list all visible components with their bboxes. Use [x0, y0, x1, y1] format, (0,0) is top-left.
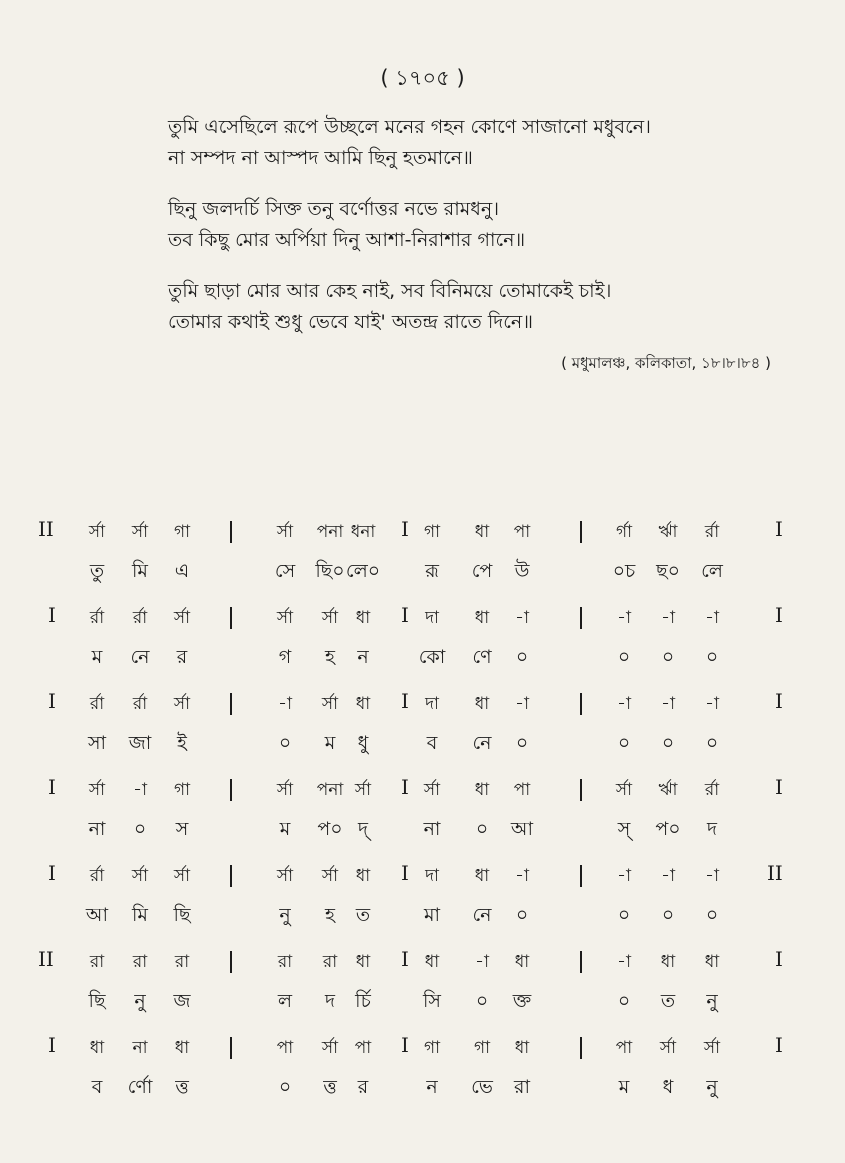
swara-note: র্সা [88, 780, 106, 800]
lyric-syllable: ০ [617, 646, 631, 668]
swara-note: ধা [474, 866, 490, 886]
lyric-syllable: লে০ [345, 560, 381, 582]
swara-note: রা [322, 952, 338, 972]
lyric-syllable: র [357, 1076, 369, 1098]
lyric-syllable: ত [355, 904, 371, 926]
lyric-line: তোমার কথাই শুধু ভেবে যাই' অতন্দ্র রাতে দিনে॥ [168, 311, 533, 333]
bar-marker: I [401, 517, 409, 541]
lyric-syllable: তু [89, 560, 105, 582]
bar-marker: II [767, 861, 783, 885]
lyric-syllable: জা [128, 732, 152, 754]
lyric-syllable: স্ [617, 818, 631, 840]
swara-note: র্সা [88, 522, 106, 542]
lyric-line: তুমি ছাড়া মোর আর কেহ নাই, সব বিনিময়ে তোমাকেই চাই। [168, 280, 612, 302]
division-line [580, 693, 582, 715]
lyric-syllable: ০ [617, 904, 631, 926]
lyric-syllable: ক্ত [512, 990, 532, 1012]
lyric-syllable: ০ [705, 732, 719, 754]
lyric-syllable: নু [706, 990, 718, 1012]
swara-note: র্সা [354, 780, 372, 800]
lyric-syllable: ভে [471, 1076, 493, 1098]
division-line [580, 1037, 582, 1059]
swara-note: দা [425, 694, 439, 714]
swara-line [0, 685, 845, 723]
swara-note: ধা [355, 952, 371, 972]
lyric-syllable: দ্ [358, 818, 368, 840]
swara-note: -া [705, 866, 719, 886]
swara-note: রা [174, 952, 190, 972]
lyric-syllable: রূ [425, 560, 439, 582]
lyric-syllable: নে [472, 904, 492, 926]
lyric-syllable: দ [707, 818, 717, 840]
swara-line [0, 943, 845, 981]
lyric-syllable: মা [423, 904, 441, 926]
bar-marker: I [775, 947, 783, 971]
swara-note: র্সা [131, 522, 149, 542]
page-number: ( ১৭০৫ ) [380, 66, 465, 90]
lyric-syllable: প০ [655, 818, 681, 840]
lyric-syllable: ব [91, 1076, 103, 1098]
swara-note: র্রা [704, 780, 720, 800]
lyric-syllable-line [0, 1067, 845, 1105]
lyric-syllable: মি [132, 904, 148, 926]
swara-note: র্সা [321, 608, 339, 628]
lyric-syllable: ০ [661, 904, 675, 926]
lyric-syllable: আ [510, 818, 534, 840]
lyric-syllable: ত্ত [175, 1076, 189, 1098]
division-line [230, 865, 232, 887]
lyric-syllable: হ [325, 646, 335, 668]
swara-note: রা [89, 952, 105, 972]
swara-note: ধা [355, 608, 371, 628]
swara-note: ধা [474, 694, 490, 714]
lyric-syllable: স [175, 818, 189, 840]
notation-row [0, 599, 845, 685]
lyric-syllable: ন [357, 646, 369, 668]
lyric-syllable-line [0, 551, 845, 589]
swara-note: পা [276, 1038, 294, 1058]
division-line [580, 521, 582, 543]
lyric-syllable-line [0, 723, 845, 761]
lyric-syllable: ০ [133, 818, 147, 840]
swara-note: ধনা [350, 522, 376, 542]
swara-note: র্রা [89, 866, 105, 886]
swara-note: -া [515, 866, 529, 886]
swara-note: র্সা [276, 522, 294, 542]
swara-note: র্সা [423, 780, 441, 800]
lyric-syllable: না [423, 818, 441, 840]
swara-note: র্গা [615, 522, 633, 542]
swara-note: -া [705, 608, 719, 628]
swara-note: ধা [514, 952, 530, 972]
swara-note: -া [475, 952, 489, 972]
swara-note: -া [617, 608, 631, 628]
bar-marker: I [775, 603, 783, 627]
swara-note: ধা [174, 1038, 190, 1058]
swara-note: গা [173, 780, 191, 800]
lyric-syllable: ০ [661, 732, 675, 754]
swara-note: র্সা [173, 694, 191, 714]
swara-note: ধা [89, 1038, 105, 1058]
stanza [168, 276, 788, 338]
swara-note: র্রা [89, 694, 105, 714]
division-line [580, 951, 582, 973]
lyric-line: না সম্পদ না আস্পদ আমি ছিনু হতমানে॥ [168, 147, 473, 169]
lyric-syllable: র্চি [355, 990, 371, 1012]
lyric-syllable: ছি [88, 990, 106, 1012]
swaralipi-notation [0, 513, 845, 1115]
division-line [230, 693, 232, 715]
swara-note: র্রা [704, 522, 720, 542]
song-lyrics [168, 112, 788, 358]
division-line [230, 951, 232, 973]
lyric-syllable: ০ [661, 646, 675, 668]
bar-marker: II [38, 517, 54, 541]
lyric-syllable: নু [279, 904, 291, 926]
swara-note: ধা [474, 522, 490, 542]
notation-row [0, 685, 845, 771]
bar-marker: I [775, 775, 783, 799]
swara-note: র্সা [276, 866, 294, 886]
division-line [230, 521, 232, 543]
lyric-syllable: ব [426, 732, 438, 754]
swara-note: ধা [660, 952, 676, 972]
lyric-syllable: নু [706, 1076, 718, 1098]
swara-note: -া [705, 694, 719, 714]
notation-row [0, 857, 845, 943]
bar-marker: I [775, 689, 783, 713]
division-line [230, 607, 232, 629]
bar-marker: I [775, 517, 783, 541]
swara-note: র্রা [132, 608, 148, 628]
lyric-syllable: ০ [475, 818, 489, 840]
swara-note: -া [617, 866, 631, 886]
lyric-syllable: ম [324, 732, 336, 754]
lyric-syllable: লে [701, 560, 723, 582]
lyric-syllable: ০ [705, 904, 719, 926]
lyric-line: তুমি এসেছিলে রূপে উচ্ছলে মনের গহন কোণে সাজানো মধুবনে। [168, 116, 651, 138]
bar-marker: I [401, 1033, 409, 1057]
swara-note: রা [277, 952, 293, 972]
swara-note: র্সা [321, 1038, 339, 1058]
notation-row [0, 943, 845, 1029]
swara-note: না [132, 1038, 148, 1058]
lyric-syllable: ধু [357, 732, 369, 754]
lyric-syllable: পে [471, 560, 493, 582]
division-line [580, 779, 582, 801]
source-note: ( মধুমালঞ্চ, কলিকাতা, ১৮।৮।৮৪ ) [561, 354, 771, 372]
bar-marker: I [48, 1033, 56, 1057]
swara-note: ধা [355, 694, 371, 714]
lyric-syllable: ০ [705, 646, 719, 668]
swara-note: -া [515, 694, 529, 714]
lyric-syllable: না [88, 818, 106, 840]
notation-row [0, 1029, 845, 1115]
lyric-syllable-line [0, 981, 845, 1019]
lyric-syllable-line [0, 809, 845, 847]
swara-note: দা [425, 866, 439, 886]
swara-note: গা [423, 1038, 441, 1058]
lyric-syllable: ম [618, 1076, 630, 1098]
lyric-syllable: এ [174, 560, 190, 582]
lyric-syllable: ন [426, 1076, 438, 1098]
swara-line [0, 599, 845, 637]
lyric-syllable: ল [277, 990, 293, 1012]
swara-note: পনা [316, 780, 344, 800]
stanza [168, 112, 788, 174]
swara-note: র্সা [276, 608, 294, 628]
division-line [580, 607, 582, 629]
swara-note: ধা [424, 952, 440, 972]
division-line [580, 865, 582, 887]
lyric-syllable: নে [130, 646, 150, 668]
lyric-syllable: ত [660, 990, 676, 1012]
swara-note: র্সা [276, 780, 294, 800]
swara-note: রা [132, 952, 148, 972]
swara-note: র্সা [703, 1038, 721, 1058]
lyric-syllable: কো [418, 646, 446, 668]
lyric-line: তব কিছু মোর অর্পিয়া দিনু আশা-নিরাশার গানে॥ [168, 229, 526, 251]
bar-marker: I [48, 689, 56, 713]
lyric-syllable: ০ [278, 1076, 292, 1098]
division-line [230, 1037, 232, 1059]
bar-marker: I [48, 603, 56, 627]
lyric-syllable: ০ [515, 646, 529, 668]
swara-note: ধা [474, 780, 490, 800]
swara-note: র্ঋা [658, 780, 678, 800]
notation-row [0, 513, 845, 599]
swara-note: র্ঋা [658, 522, 678, 542]
lyric-syllable: উ [514, 560, 530, 582]
swara-note: পা [513, 780, 531, 800]
lyric-syllable: ০চ [612, 560, 636, 582]
swara-note: র্রা [89, 608, 105, 628]
lyric-syllable: ণে [472, 646, 492, 668]
lyric-syllable: ই [177, 732, 187, 754]
swara-line [0, 857, 845, 895]
swara-note: র্সা [131, 866, 149, 886]
notation-row [0, 771, 845, 857]
lyric-syllable: ধ [662, 1076, 674, 1098]
swara-note: -া [133, 780, 147, 800]
lyric-syllable: ছি০ [315, 560, 345, 582]
lyric-syllable: আ [85, 904, 109, 926]
swara-note: র্সা [173, 608, 191, 628]
lyric-syllable: সে [274, 560, 296, 582]
bar-marker: I [401, 689, 409, 713]
swara-note: গা [473, 1038, 491, 1058]
lyric-syllable: সি [423, 990, 441, 1012]
bar-marker: I [401, 603, 409, 627]
bar-marker: I [48, 775, 56, 799]
bar-marker: II [38, 947, 54, 971]
swara-note: -া [617, 952, 631, 972]
swara-note: -া [661, 866, 675, 886]
lyric-syllable: ছি [173, 904, 191, 926]
swara-note: ধা [355, 866, 371, 886]
swara-note: পনা [316, 522, 344, 542]
lyric-syllable: ০ [278, 732, 292, 754]
lyric-syllable: প০ [317, 818, 343, 840]
swara-note: দা [425, 608, 439, 628]
swara-note: পা [615, 1038, 633, 1058]
lyric-syllable: রা [514, 1076, 530, 1098]
bar-marker: I [401, 947, 409, 971]
lyric-syllable: র [176, 646, 188, 668]
swara-note: ধা [474, 608, 490, 628]
lyric-syllable: সা [87, 732, 107, 754]
lyric-syllable: নে [472, 732, 492, 754]
swara-note: -া [661, 608, 675, 628]
swara-line [0, 771, 845, 809]
bar-marker: I [401, 861, 409, 885]
lyric-syllable: ০ [617, 732, 631, 754]
swara-note: র্সা [321, 866, 339, 886]
lyric-syllable: ০ [475, 990, 489, 1012]
lyric-syllable: র্ণো [127, 1076, 153, 1098]
bar-marker: I [48, 861, 56, 885]
lyric-line: ছিনু জলদর্চি সিক্ত তনু বর্ণোত্তর নভে রামধনু। [168, 198, 500, 220]
lyric-syllable: ম [91, 646, 103, 668]
swara-note: গা [173, 522, 191, 542]
stanza [168, 194, 788, 256]
swara-note: গা [423, 522, 441, 542]
lyric-syllable: হ [325, 904, 335, 926]
lyric-syllable: ০ [515, 732, 529, 754]
lyric-syllable-line [0, 637, 845, 675]
swara-note: র্সা [615, 780, 633, 800]
lyric-syllable-line [0, 895, 845, 933]
swara-note: র্সা [659, 1038, 677, 1058]
lyric-syllable: মি [132, 560, 148, 582]
swara-note: র্সা [321, 694, 339, 714]
swara-note: পা [354, 1038, 372, 1058]
lyric-syllable: দ [325, 990, 335, 1012]
lyric-syllable: ছ০ [656, 560, 680, 582]
swara-note: র্সা [173, 866, 191, 886]
swara-note: ধা [514, 1038, 530, 1058]
lyric-syllable: গ [278, 646, 292, 668]
lyric-syllable: ০ [515, 904, 529, 926]
lyric-syllable: জ [173, 990, 191, 1012]
lyric-syllable: ০ [617, 990, 631, 1012]
swara-note: -া [617, 694, 631, 714]
bar-marker: I [401, 775, 409, 799]
division-line [230, 779, 232, 801]
swara-note: ধা [704, 952, 720, 972]
swara-note: -া [278, 694, 292, 714]
swara-line [0, 1029, 845, 1067]
swara-note: পা [513, 522, 531, 542]
lyric-syllable: ম [279, 818, 291, 840]
bar-marker: I [775, 1033, 783, 1057]
lyric-syllable: নু [134, 990, 146, 1012]
swara-note: -া [661, 694, 675, 714]
swara-line [0, 513, 845, 551]
swara-note: র্রা [132, 694, 148, 714]
swara-note: -া [515, 608, 529, 628]
lyric-syllable: ত্ত [323, 1076, 337, 1098]
